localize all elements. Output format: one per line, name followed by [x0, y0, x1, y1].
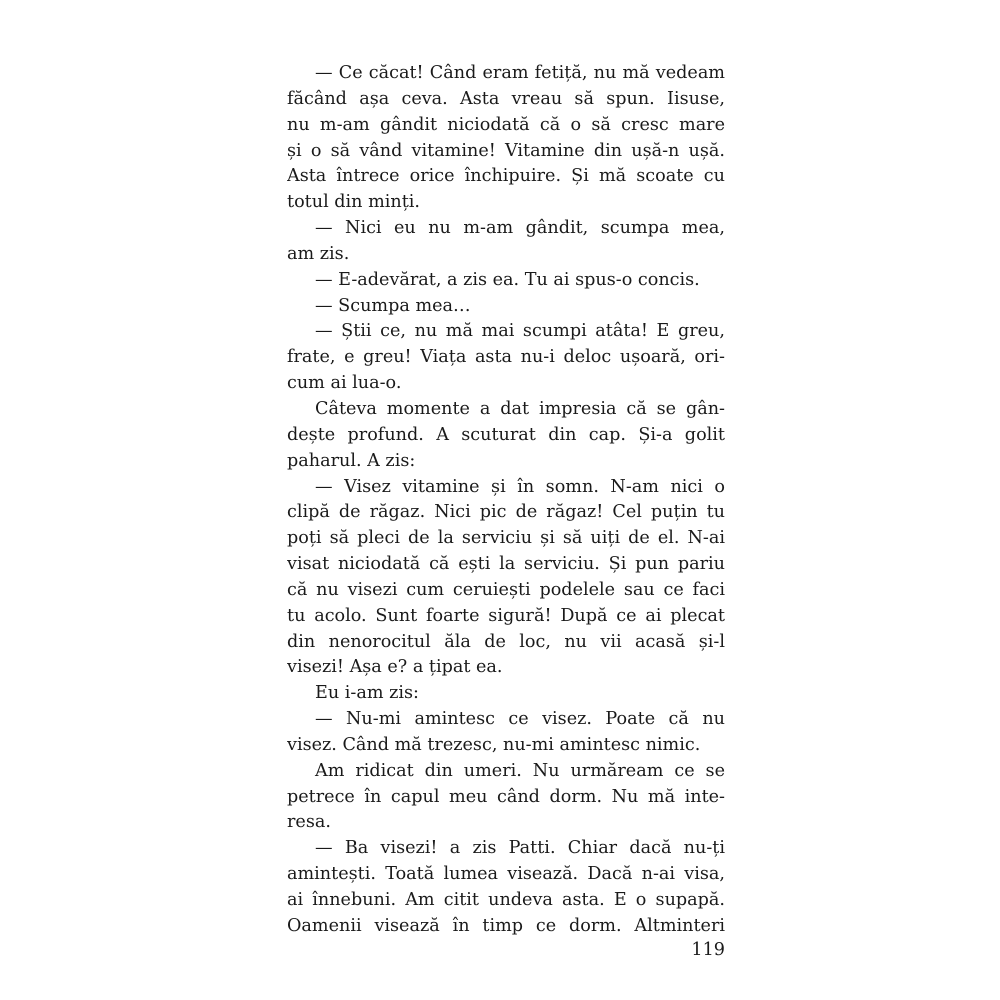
text-line: Câteva momente a dat impresia că se gân-	[315, 398, 725, 419]
text-line: visez. Când mă trezesc, nu-mi amintesc nimic.	[287, 734, 701, 755]
text-line: clipă de răgaz. Nici pic de răgaz! Cel puțin tu	[287, 502, 725, 523]
text-line: poți să pleci de la serviciu și să uiți de el. N-ai	[287, 528, 725, 549]
text-line: — E-adevărat, a zis ea. Tu ai spus-o concis.	[315, 269, 700, 290]
text-line: paharul. A zis:	[287, 450, 416, 471]
body-text	[287, 61, 725, 940]
text-line: am zis.	[287, 243, 350, 264]
text-line: cum ai lua-o.	[287, 373, 402, 394]
text-line: amintești. Toată lumea visează. Dacă n-ai visa,	[287, 864, 725, 885]
text-line: dește profund. A scuturat din cap. Și-a golit	[287, 424, 725, 445]
text-line: Am ridicat din umeri. Nu urmăream ce se	[315, 760, 725, 781]
text-line: resa.	[287, 812, 331, 833]
page-number: 119	[691, 940, 725, 960]
text-line: — Visez vitamine și în somn. N-am nici o	[315, 476, 725, 497]
text-line: și o să vând vitamine! Vitamine din ușă-n ușă.	[287, 140, 725, 161]
text-line: visat niciodată că ești la serviciu. Și pun pariu	[287, 554, 725, 575]
text-line: — Ba visezi! a zis Patti. Chiar dacă nu-ți	[315, 838, 725, 859]
text-line: petrece în capul meu când dorm. Nu mă inte-	[287, 786, 725, 807]
text-line: visezi! Așa e? a țipat ea.	[287, 657, 503, 678]
text-line: tu acolo. Sunt foarte sigură! După ce ai plecat	[287, 605, 725, 626]
text-line: din nenorocitul ăla de loc, nu vii acasă și-l	[287, 631, 725, 652]
text-line: Asta întrece orice închipuire. Și mă scoate cu	[287, 166, 725, 187]
text-line: nu m-am gândit niciodată că o să cresc mare	[287, 114, 725, 135]
text-line: că nu visezi cum ceruiești podelele sau ce faci	[287, 579, 725, 600]
text-line: — Știi ce, nu mă mai scumpi atâta! E greu,	[315, 321, 725, 342]
text-line: Oamenii visează în timp ce dorm. Altminteri	[287, 915, 725, 936]
text-line: — Ce căcat! Când eram fetiță, nu mă vedeam	[315, 63, 725, 83]
text-line: făcând așa ceva. Asta vreau să spun. Iisuse,	[287, 88, 725, 109]
text-line: — Nu-mi amintesc ce visez. Poate că nu	[315, 709, 725, 730]
text-line: frate, e greu! Viața asta nu-i deloc ușoară, ori-	[287, 347, 725, 368]
text-line: — Nici eu nu m-am gândit, scumpa mea,	[315, 218, 725, 239]
text-line: — Scumpa mea…	[315, 295, 471, 316]
text-line: ai înnebuni. Am citit undeva asta. E o supapă.	[287, 890, 725, 910]
text-line: Eu i-am zis:	[315, 683, 419, 704]
text-line: totul din minți.	[287, 192, 421, 213]
